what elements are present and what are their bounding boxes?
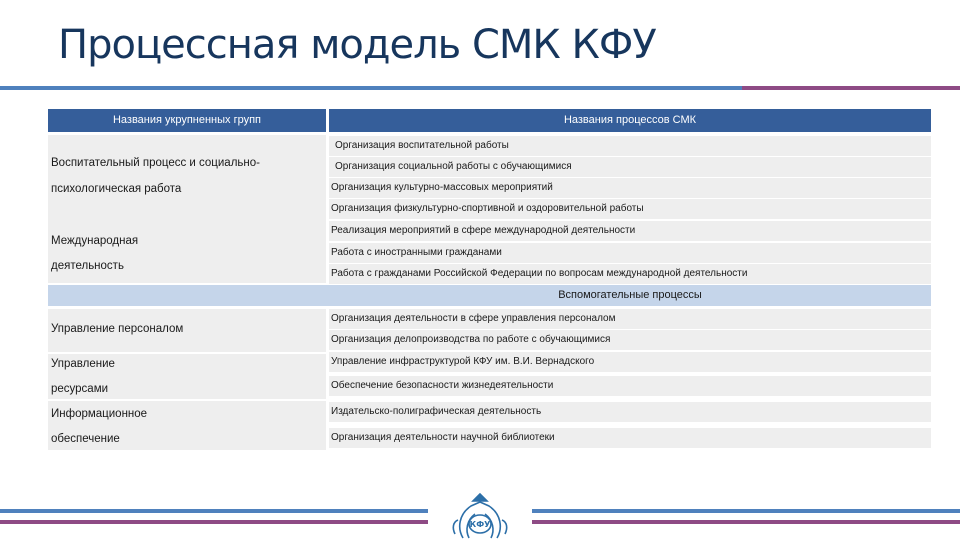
process-cell: Управление инфраструктурой КФУ им. В.И. Вернадского	[329, 352, 931, 372]
group-cell	[48, 227, 326, 283]
group-label: психологическая работа	[51, 183, 182, 195]
process-cell: Организация деятельности научной библиотеки	[329, 428, 931, 448]
process-cell: Издательско-полиграфическая деятельность	[329, 402, 931, 422]
process-cell: Организация социальной работы с обучающимися	[329, 157, 931, 177]
group-label: Воспитательный процесс и социально-	[51, 157, 260, 169]
group-label: Международная	[51, 235, 139, 247]
process-cell: Организация физкультурно-спортивной и оздоровительной работы	[329, 199, 931, 219]
process-cell: Работа с гражданами Российской Федерации по вопросам международной деятельности	[329, 264, 931, 284]
group-cell	[48, 401, 326, 450]
process-cell: Обеспечение безопасности жизнедеятельности	[329, 376, 931, 396]
process-cell: Организация делопроизводства по работе с обучающимися	[329, 330, 931, 350]
footer-line-blue-right	[532, 509, 960, 513]
group-label: ресурсами	[51, 383, 109, 395]
group-label: Управление персоналом	[51, 323, 184, 335]
title-underline-purple	[742, 86, 960, 90]
svg-text:КФУ: КФУ	[469, 520, 491, 529]
footer-line-purple-left	[0, 520, 428, 524]
process-cell: Организация деятельности в сфере управления персоналом	[329, 309, 931, 329]
title-underline-blue	[0, 86, 742, 90]
auxiliary-processes-band	[48, 285, 931, 306]
process-table	[48, 109, 931, 450]
group-label: обеспечение	[51, 433, 120, 445]
header-processes: Названия процессов СМК	[329, 109, 931, 132]
kfu-emblem-icon	[449, 490, 511, 540]
process-cell: Реализация мероприятий в сфере международной деятельности	[329, 221, 931, 241]
auxiliary-processes-label: Вспомогательные процессы	[558, 289, 702, 301]
group-cell	[48, 309, 326, 352]
footer-line-purple-right	[532, 520, 960, 524]
group-cell	[48, 354, 326, 399]
header-groups: Названия укрупненных групп	[48, 109, 326, 132]
group-label: деятельность	[51, 260, 124, 272]
group-label: Управление	[51, 358, 115, 370]
process-cell: Организация культурно-массовых мероприятий	[329, 178, 931, 198]
group-cell	[48, 135, 326, 236]
group-label: Информационное	[51, 408, 148, 420]
footer-line-blue-left	[0, 509, 428, 513]
process-cell: Работа с иностранными гражданами	[329, 243, 931, 263]
page-title: Процессная модель СМК КФУ	[58, 22, 656, 68]
process-cell: Организация воспитательной работы	[329, 136, 931, 156]
